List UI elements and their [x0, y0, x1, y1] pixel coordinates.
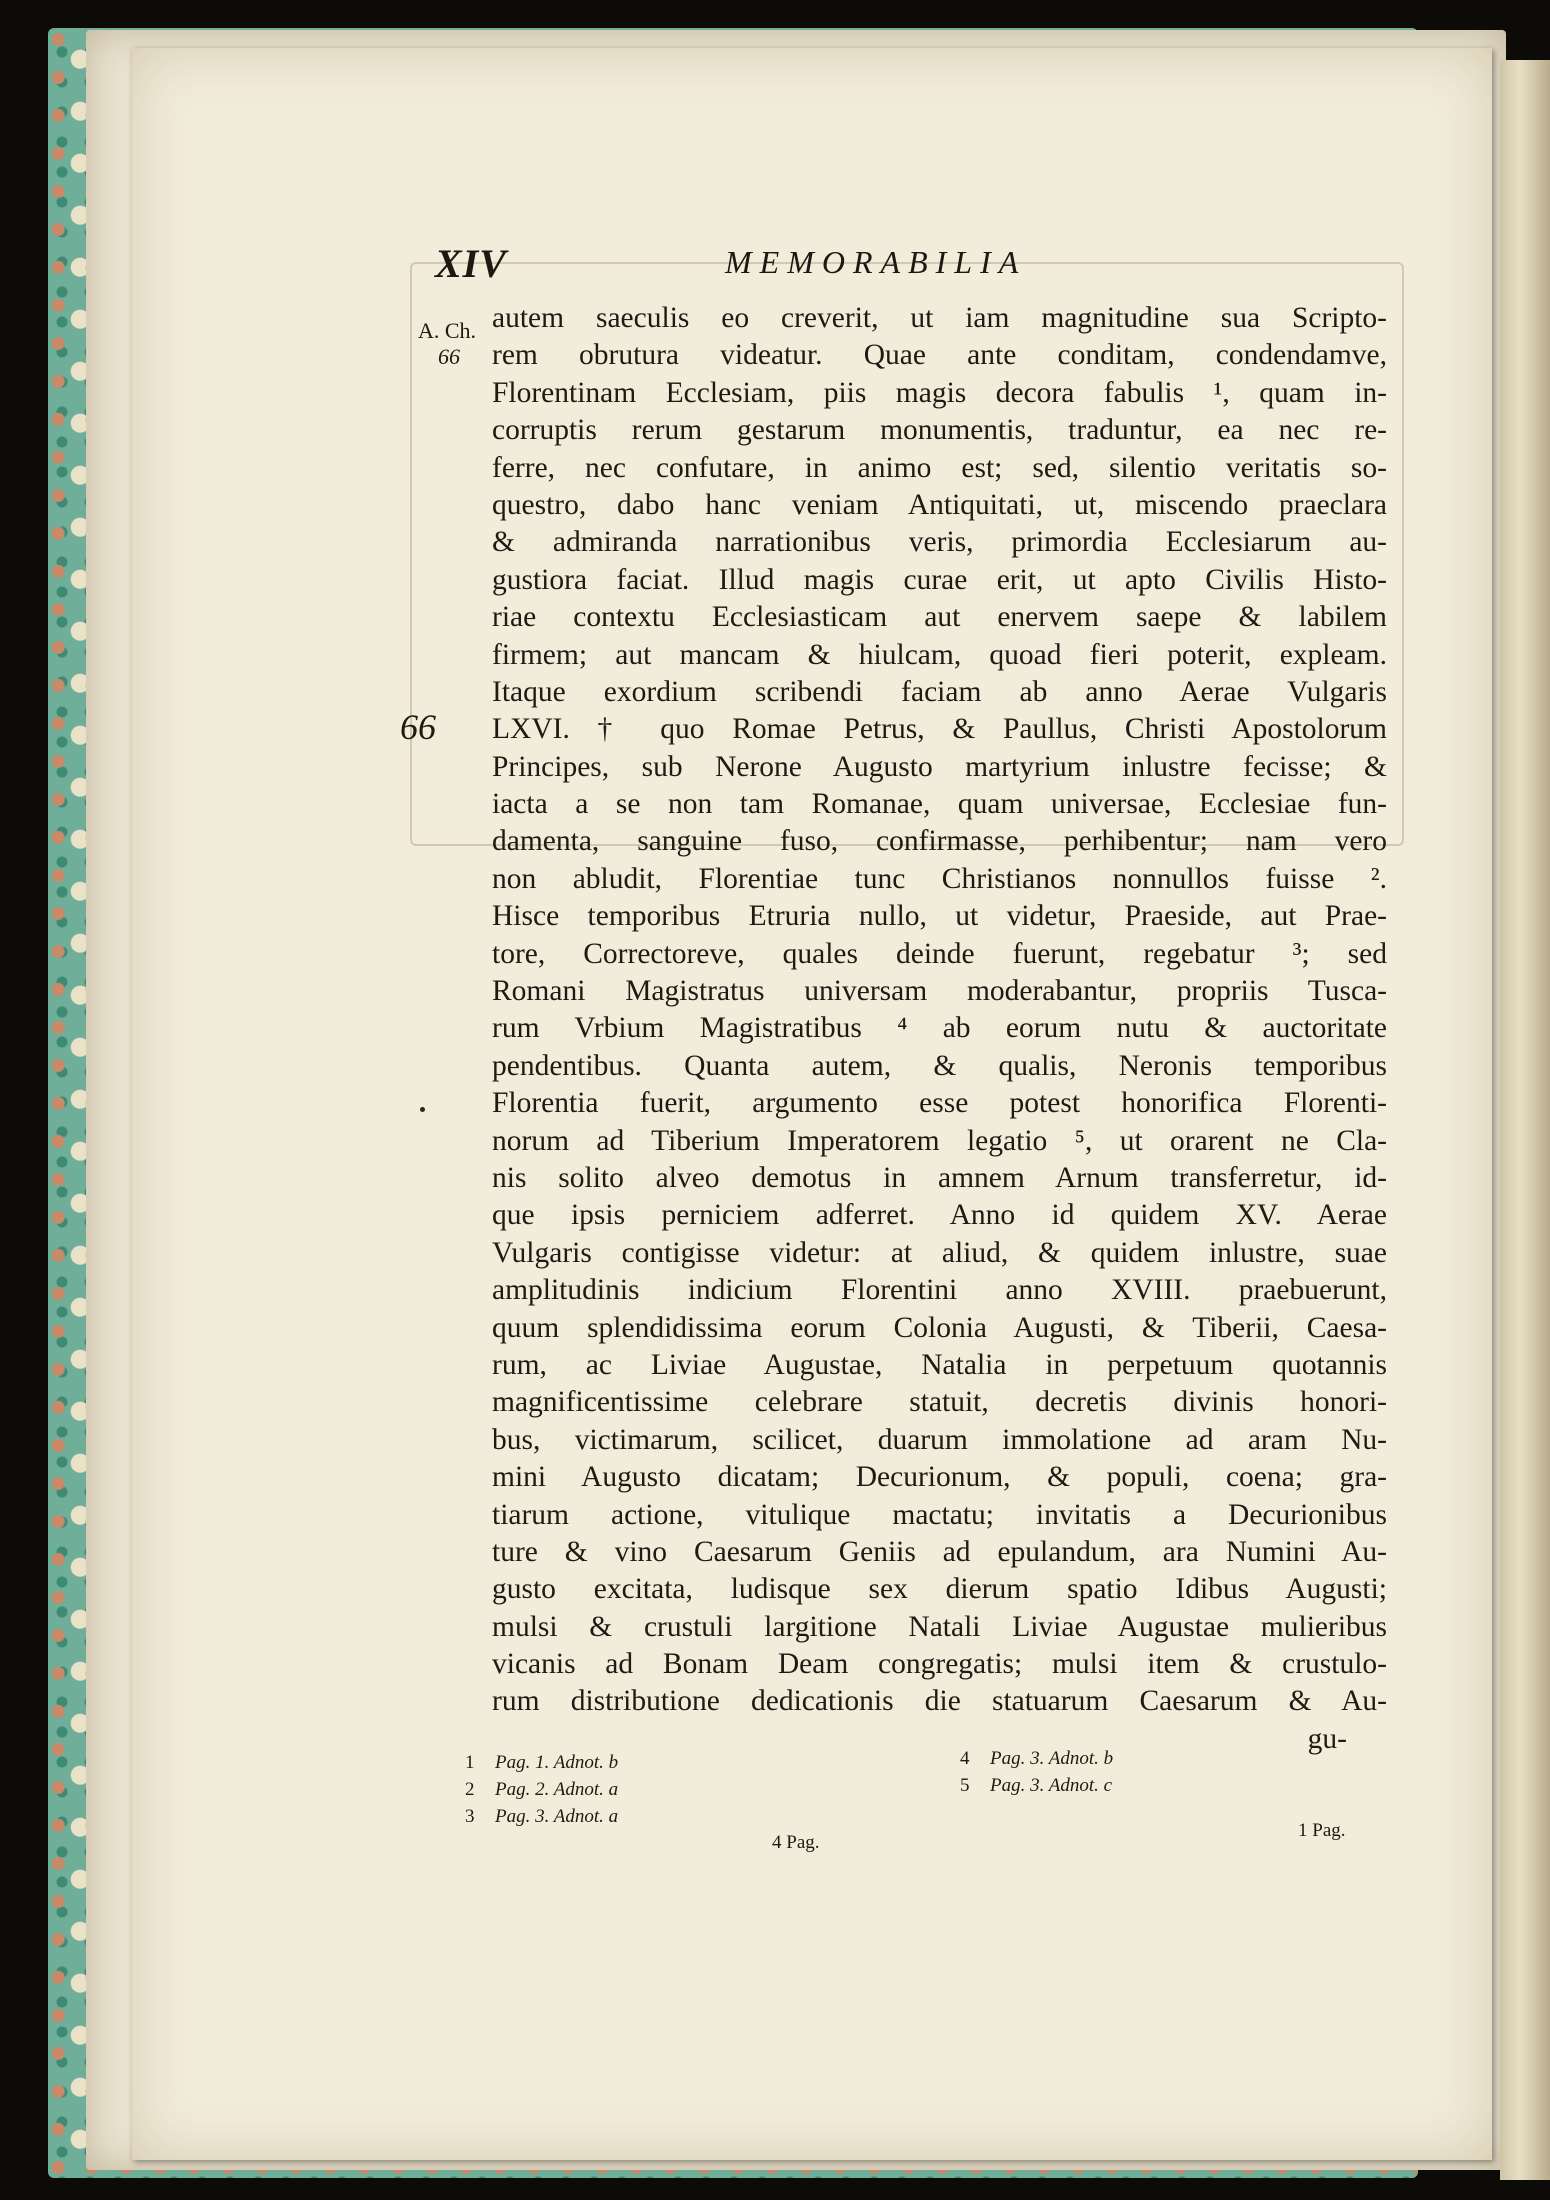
text-line: iacta a se non tam Romanae, quam universae, Ecclesiae fun-	[492, 788, 1387, 821]
catchword-right: 1 Pag.	[1298, 1820, 1346, 1841]
text-line: corruptis rerum gestarum monumentis, traduntur, ea nec re-	[492, 414, 1387, 447]
folio-number: XIV	[435, 241, 507, 286]
text-line: amplitudinis indicium Florentini anno XVIII. praebuerunt,	[492, 1274, 1387, 1307]
text-line: tiarum actione, vitulique mactatu; invitatis a Decurionibus	[492, 1498, 1387, 1531]
footnote-text: Pag. 1. Adnot. b	[495, 1752, 619, 1773]
text-line: Romani Magistratus universam moderabantur, propriis Tusca-	[492, 975, 1387, 1008]
text-line: Florentia fuerit, argumento esse potest honorifica Florenti-	[492, 1087, 1387, 1120]
footnote	[465, 1752, 618, 1774]
text-line: tore, Correctoreve, quales deinde fuerunt, regebatur ³; sed	[492, 937, 1387, 970]
text-line: rum, ac Liviae Augustae, Natalia in perpetuum quotannis	[492, 1348, 1387, 1381]
text-line: mini Augusto dicatam; Decurionum, & populi, coena; gra-	[492, 1461, 1387, 1494]
margin-year-mid: 66	[400, 707, 436, 747]
text-line: Itaque exordium scribendi faciam ab anno Aerae Vulgaris	[492, 675, 1387, 708]
text-line: rem obrutura videatur. Quae ante conditam, condendamve,	[492, 339, 1387, 372]
running-title: MEMORABILIA	[725, 244, 1027, 280]
running-head	[405, 240, 1305, 290]
text-line: mulsi & crustuli largitione Natali Liviae Augustae mulieribus	[492, 1610, 1387, 1643]
footnote-number: 4	[960, 1748, 970, 1769]
text-line: quum splendidissima eorum Colonia Augusti, & Tiberii, Caesa-	[492, 1311, 1387, 1344]
text-line: autem saeculis eo creverit, ut iam magnitudine sua Scripto-	[492, 302, 1387, 334]
text-line: Florentinam Ecclesiam, piis magis decora fabulis ¹, quam in-	[492, 376, 1387, 409]
text-line: norum ad Tiberium Imperatorem legatio ⁵, ut orarent ne Cla-	[492, 1124, 1387, 1157]
text-line: rum Vrbium Magistratibus ⁴ ab eorum nutu & auctoritate	[492, 1012, 1387, 1045]
text-line: & admiranda narrationibus veris, primordia Ecclesiarum au-	[492, 526, 1387, 559]
margin-year-label: A. Ch.	[418, 318, 477, 343]
margin-dot	[420, 1107, 425, 1112]
footnote-number: 1	[465, 1752, 475, 1773]
footnote-text: Pag. 3. Adnot. b	[990, 1748, 1114, 1769]
text-line: pendentibus. Quanta autem, & qualis, Neronis temporibus	[492, 1049, 1387, 1082]
text-line: questro, dabo hanc veniam Antiquitati, ut, miscendo praeclara	[492, 488, 1387, 521]
body-text	[492, 300, 1387, 1758]
text-line: firmem; aut mancam & hiulcam, quoad fieri poterit, expleam.	[492, 638, 1387, 671]
footnote-text: Pag. 3. Adnot. c	[990, 1775, 1113, 1796]
text-line: bus, victimarum, scilicet, duarum immolatione ad aram Nu-	[492, 1423, 1387, 1456]
text-line: nis solito alveo demotus in amnem Arnum transferretur, id-	[492, 1161, 1387, 1194]
footnote	[960, 1748, 1113, 1770]
text-line: Vulgaris contigisse videtur: at aliud, & quidem inlustre, suae	[492, 1236, 1387, 1269]
footnote-text: Pag. 2. Adnot. a	[495, 1779, 619, 1800]
text-line: que ipsis perniciem adferret. Anno id quidem XV. Aerae	[492, 1199, 1387, 1232]
footnote-text: Pag. 3. Adnot. a	[495, 1806, 619, 1827]
text-line: ture & vino Caesarum Geniis ad epulandum, ara Numini Au-	[492, 1535, 1387, 1568]
text-line: Principes, sub Nerone Augusto martyrium inlustre fecisse; &	[492, 750, 1387, 783]
text-line: non abludit, Florentiae tunc Christianos nonnullos fuisse ².	[492, 862, 1387, 895]
footnote	[465, 1806, 618, 1828]
margin-year-top: 66	[438, 344, 460, 369]
text-line: ferre, nec confutare, in animo est; sed, silentio veritatis so-	[492, 451, 1387, 484]
text-line: riae contextu Ecclesiasticam aut enervem saepe & labilem	[492, 601, 1387, 634]
footnote-number: 5	[960, 1775, 970, 1796]
text-line: gusto excitata, ludisque sex dierum spatio Idibus Augusti;	[492, 1573, 1387, 1606]
text-line: magnificentissime celebrare statuit, decretis divinis honori-	[492, 1386, 1387, 1419]
facing-page-edge	[1500, 60, 1550, 2180]
text-line: damenta, sanguine fuso, confirmasse, perhibentur; nam vero	[492, 825, 1387, 858]
text-line: gustiora faciat. Illud magis curae erit, ut apto Civilis Histo-	[492, 563, 1387, 596]
footnote-number: 2	[465, 1779, 475, 1800]
footnote	[465, 1779, 618, 1801]
catchword-left: 4 Pag.	[772, 1832, 820, 1853]
text-line: vicanis ad Bonam Deam congregatis; mulsi item & crustulo-	[492, 1648, 1387, 1681]
text-line: Hisce temporibus Etruria nullo, ut videtur, Praeside, aut Prae-	[492, 900, 1387, 933]
footnote-number: 3	[465, 1806, 475, 1827]
text-line: rum distributione dedicationis die statuarum Caesarum & Au-	[492, 1685, 1387, 1718]
footnote	[960, 1775, 1112, 1797]
catchline: gu-	[1307, 1722, 1347, 1755]
text-line: LXVI. † quo Romae Petrus, & Paullus, Christi Apostolorum	[492, 713, 1387, 746]
